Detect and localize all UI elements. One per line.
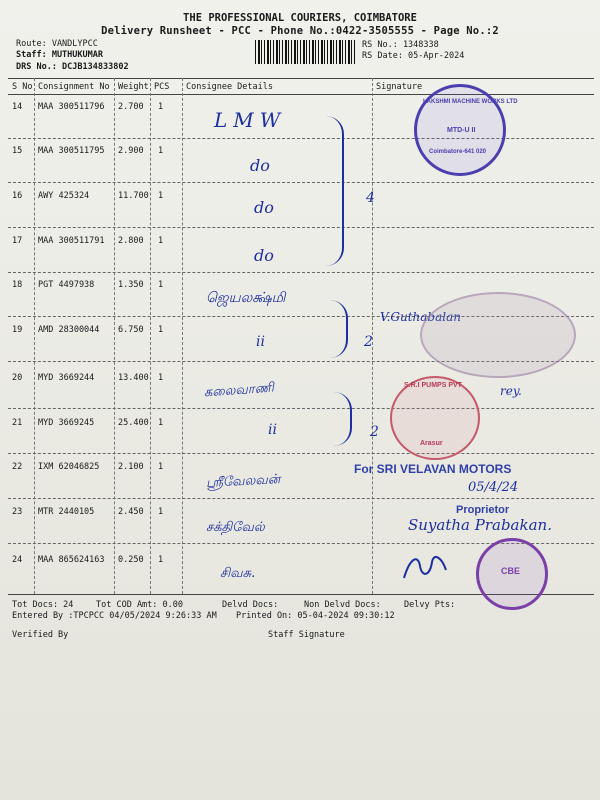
handwritten-r19: ii (256, 334, 265, 350)
handwritten-r17: do (254, 246, 274, 265)
row-pcs: 1 (158, 236, 164, 246)
row-divider (8, 408, 594, 409)
row-sno: 14 (12, 102, 23, 112)
handwritten-r14: LMW (214, 108, 287, 132)
handwritten-r21: ii (268, 422, 277, 438)
row-sno: 17 (12, 236, 23, 246)
drs-number: DRS No.: DCJB134833802 (16, 62, 129, 72)
col-signature: Signature (376, 82, 423, 92)
row-pcs: 1 (158, 418, 164, 428)
cbe-seal: CBE (476, 538, 548, 610)
row-weight: 6.750 (118, 325, 144, 335)
ink-bracket (326, 300, 348, 358)
rs-number: RS No.: 1348338 (362, 40, 439, 50)
row-consignment: MYD 3669244 (38, 373, 95, 383)
col-weight: Weight (118, 82, 149, 92)
barcode (255, 40, 355, 64)
row-sno: 19 (12, 325, 23, 335)
signature-r20: rey. (500, 384, 522, 398)
row-divider (8, 272, 594, 273)
column-divider (114, 78, 115, 594)
table-header-rule (8, 94, 594, 95)
table-top-rule (8, 78, 594, 79)
row-weight: 11.700 (118, 191, 149, 201)
row-weight: 2.450 (118, 507, 144, 517)
signature-r22: 05/4/24 (468, 480, 519, 495)
row-weight: 2.700 (118, 102, 144, 112)
handwritten-r24: சிவசு. (220, 566, 256, 581)
handwritten-count: 2 (364, 334, 373, 350)
document-title: THE PROFESSIONAL COURIERS, COIMBATORE (183, 12, 417, 24)
faded-seal (420, 292, 576, 378)
handwritten-r22: ஸ்ரீவேலவன் (205, 472, 281, 491)
row-pcs: 1 (158, 146, 164, 156)
row-consignment: AMD 28300044 (38, 325, 100, 335)
row-consignment: MAA 865624163 (38, 555, 105, 565)
row-consignment: AWY 425324 (38, 191, 90, 201)
row-weight: 1.350 (118, 280, 144, 290)
rs-date: RS Date: 05-Apr-2024 (362, 51, 465, 61)
row-sno: 16 (12, 191, 23, 201)
company-seal: LAKSHMI MACHINE WORKS LTD MTD-U II Coimbatore-641 020 (414, 84, 506, 176)
row-sno: 23 (12, 507, 23, 517)
row-divider (8, 227, 594, 228)
row-pcs: 1 (158, 373, 164, 383)
signature-r23: Suyatha Prabakan. (408, 516, 552, 534)
document-subtitle: Delivery Runsheet - PCC - Phone No.:0422-3505555 - Page No.:2 (101, 25, 499, 37)
row-sno: 15 (12, 146, 23, 156)
column-divider (34, 78, 35, 594)
row-sno: 18 (12, 280, 23, 290)
row-consignment: PGT 4497938 (38, 280, 95, 290)
row-divider (8, 138, 594, 139)
row-weight: 2.800 (118, 236, 144, 246)
handwritten-r15: do (250, 156, 270, 175)
row-consignment: MTR 2440105 (38, 507, 95, 517)
non-delivered-docs: Non Delvd Docs: (304, 600, 381, 610)
row-weight: 2.900 (118, 146, 144, 156)
row-sno: 22 (12, 462, 23, 472)
row-divider (8, 498, 594, 499)
row-weight: 2.100 (118, 462, 144, 472)
handwritten-r16: do (254, 198, 274, 217)
total-cod: Tot COD Amt: 0.00 (96, 600, 183, 610)
row-consignment: IXM 62046825 (38, 462, 100, 472)
col-consignment: Consignment No (38, 82, 110, 92)
staff-signature: Staff Signature (268, 630, 345, 640)
signature-r18: V.Guthabalan (380, 310, 461, 324)
entered-by: Entered By :TPCPCC 04/05/2024 9:26:33 AM (12, 611, 217, 621)
handwritten-r23: சக்திவேல் (206, 520, 265, 535)
route-label: Route: VANDLYPCC (16, 39, 98, 49)
printed-on: Printed On: 05-04-2024 09:30:12 (236, 611, 395, 621)
row-pcs: 1 (158, 325, 164, 335)
handwritten-count: 2 (370, 424, 379, 440)
row-weight: 13.400 (118, 373, 149, 383)
verified-by: Verified By (12, 630, 69, 640)
row-sno: 20 (12, 373, 23, 383)
handwritten-count: 4 (366, 190, 375, 206)
stamp-velavan: For SRI VELAVAN MOTORS (354, 462, 512, 476)
row-divider (8, 453, 594, 454)
row-consignment: MAA 300511796 (38, 102, 105, 112)
column-divider (182, 78, 183, 594)
staff-label: Staff: MUTHUKUMAR (16, 50, 103, 60)
handwritten-r20: கலைவாணி (203, 380, 275, 401)
row-pcs: 1 (158, 102, 164, 112)
row-weight: 25.400 (118, 418, 149, 428)
stamp-proprietor: Proprietor (456, 504, 510, 516)
ink-bracket (334, 392, 352, 446)
col-consignee: Consignee Details (186, 82, 273, 92)
row-consignment: MYD 3669245 (38, 418, 95, 428)
col-sno: S No (12, 82, 33, 92)
row-consignment: MAA 300511795 (38, 146, 105, 156)
row-divider (8, 182, 594, 183)
pumps-seal: S.R.I PUMPS PVT Arasur (390, 376, 480, 460)
row-pcs: 1 (158, 507, 164, 517)
ink-bracket (318, 116, 344, 266)
col-pcs: PCS (154, 82, 170, 92)
row-consignment: MAA 300511791 (38, 236, 105, 246)
delivered-docs: Delvd Docs: (222, 600, 279, 610)
total-docs: Tot Docs: 24 (12, 600, 74, 610)
row-sno: 24 (12, 555, 23, 565)
column-divider (150, 78, 151, 594)
delivery-points: Delvy Pts: (404, 600, 456, 610)
row-pcs: 1 (158, 191, 164, 201)
row-pcs: 1 (158, 555, 164, 565)
row-weight: 0.250 (118, 555, 144, 565)
row-pcs: 1 (158, 462, 164, 472)
row-pcs: 1 (158, 280, 164, 290)
signature-scribble (400, 548, 450, 586)
row-sno: 21 (12, 418, 23, 428)
handwritten-r18: ஜெயலக்ஷ்மி (206, 290, 286, 306)
